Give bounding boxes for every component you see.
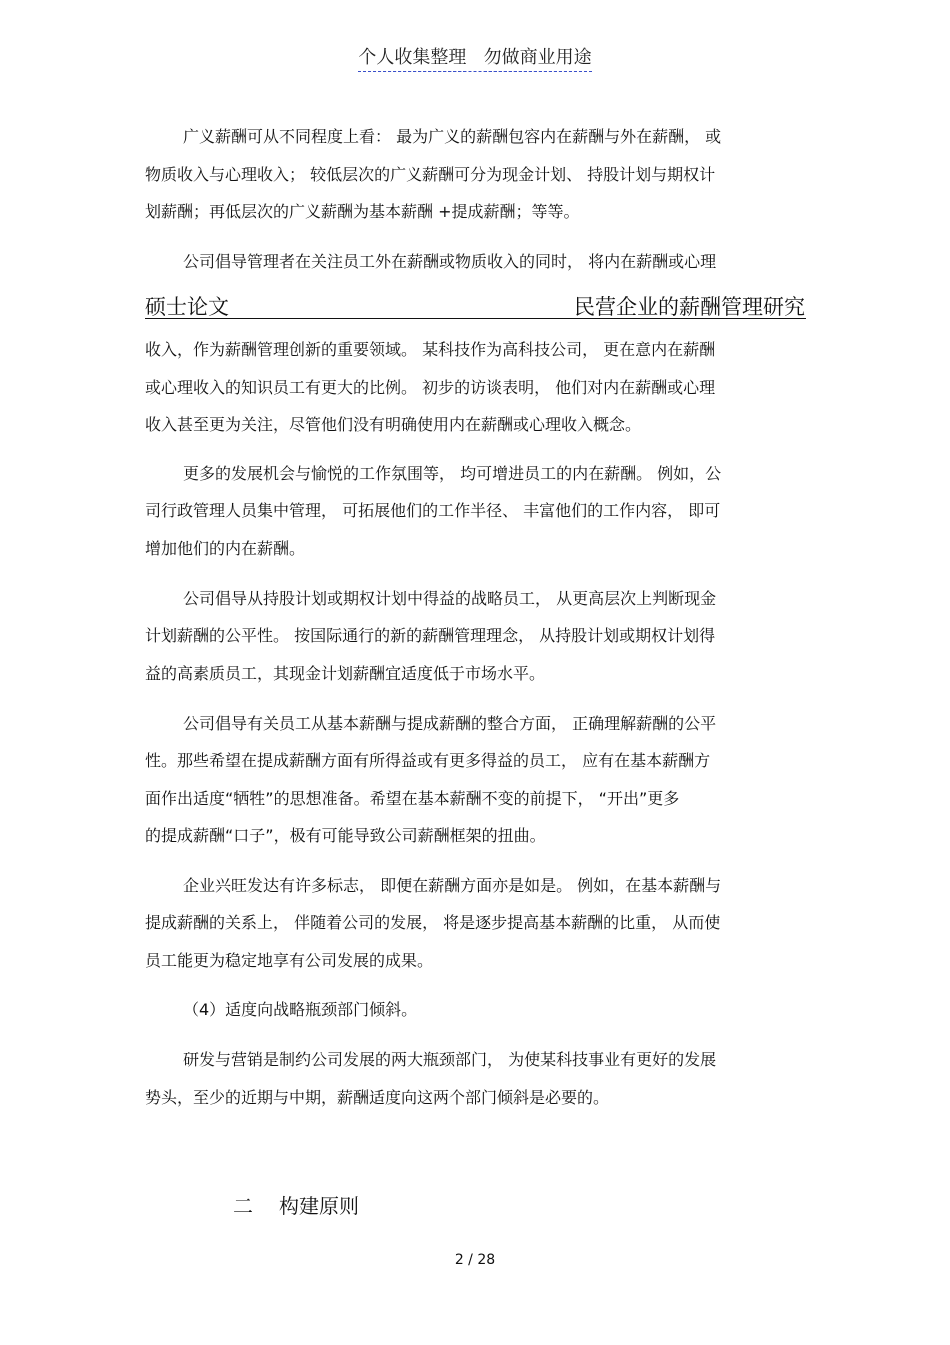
text-line: 的提成薪酬“口子”，极有可能导致公司薪酬框架的扭曲。 (145, 826, 546, 845)
text-line: 势头，至少的近期与中期，薪酬适度向这两个部门倾斜是必要的。 (145, 1088, 610, 1107)
page-number: 2 / 28 (454, 1252, 496, 1268)
running-header-left: 硕士论文 (145, 295, 229, 319)
section-title: 构建原则 (279, 1194, 359, 1218)
watermark-left: 个人收集整理 (358, 47, 466, 72)
text-line: 性。那些希望在提成薪酬方面有所得益或有更多得益的员工， 应有在基本薪酬方 (145, 751, 711, 770)
text-line: 收入，作为薪酬管理创新的重要领域。 某科技作为高科技公司， 更在意内在薪酬 (145, 340, 716, 359)
text-line: 研发与营销是制约公司发展的两大瓶颈部门， 为使某科技事业有更好的发展 (183, 1050, 717, 1069)
list-item-heading: （4）适度向战略瓶颈部门倾斜。 (183, 1000, 418, 1019)
text-line: 公司倡导管理者在关注员工外在薪酬或物质收入的同时， 将内在薪酬或心理 (183, 252, 717, 271)
text-line: 增加他们的内在薪酬。 (145, 539, 306, 558)
text-line: 划薪酬；再低层次的广义薪酬为基本薪酬 +提成薪酬；等等。 (145, 202, 580, 221)
text-line: 公司倡导从持股计划或期权计划中得益的战略员工， 从更高层次上判断现金 (183, 589, 717, 608)
header-rule (145, 318, 806, 319)
watermark (0, 43, 950, 69)
text-line: 司行政管理人员集中管理， 可拓展他们的工作半径、 丰富他们的工作内容， 即可 (145, 501, 721, 520)
section-number: 二 (233, 1194, 253, 1218)
text-line: 提成薪酬的关系上， 伴随着公司的发展， 将是逐步提高基本薪酬的比重， 从而使 (145, 913, 721, 932)
text-line: 公司倡导有关员工从基本薪酬与提成薪酬的整合方面， 正确理解薪酬的公平 (183, 714, 717, 733)
text-line: 广义薪酬可从不同程度上看： 最为广义的薪酬包容内在薪酬与外在薪酬， 或 (183, 127, 722, 146)
text-line: 计划薪酬的公平性。 按国际通行的新的薪酬管理理念， 从持股计划或期权计划得 (145, 626, 716, 645)
section-heading (233, 1190, 359, 1219)
watermark-right: 勿做商业用途 (484, 47, 592, 72)
text-line: 企业兴旺发达有许多标志， 即便在薪酬方面亦是如是。 例如，在基本薪酬与 (183, 876, 722, 895)
text-line: 更多的发展机会与愉悦的工作氛围等， 均可增进员工的内在薪酬。 例如，公 (183, 464, 722, 483)
text-line: 面作出适度“牺牲”的思想准备。希望在基本薪酬不变的前提下， “开出”更多 (145, 789, 680, 808)
text-line: 益的高素质员工，其现金计划薪酬宜适度低于市场水平。 (145, 664, 546, 683)
text-line: 物质收入与心理收入； 较低层次的广义薪酬可分为现金计划、 持股计划与期权计 (145, 165, 716, 184)
text-line: 或心理收入的知识员工有更大的比例。 初步的访谈表明， 他们对内在薪酬或心理 (145, 378, 716, 397)
text-line: 员工能更为稳定地享有公司发展的成果。 (145, 951, 434, 970)
text-line: 收入甚至更为关注，尽管他们没有明确使用内在薪酬或心理收入概念。 (145, 415, 642, 434)
running-header-right: 民营企业的薪酬管理研究 (574, 295, 805, 319)
